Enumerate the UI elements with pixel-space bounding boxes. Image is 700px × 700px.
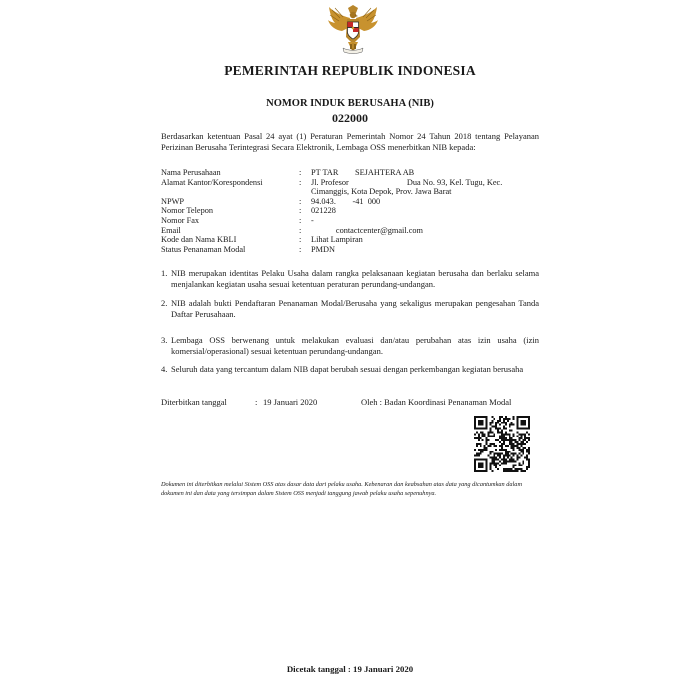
issued-date-colon: : [255, 397, 258, 407]
detail-row-address [161, 178, 541, 197]
nib-number: 022000 [332, 111, 368, 125]
detail-value: PT TAR SEJAHTERA AB [311, 168, 415, 177]
detail-colon: : [299, 177, 302, 187]
detail-label: Alamat Kantor/Korespondensi [161, 177, 263, 187]
detail-colon: : [299, 235, 302, 245]
detail-label: Email [161, 225, 181, 235]
note-text: NIB adalah bukti Pendaftaran Penanaman Modal/Berusaha yang sekaligus merupakan pengesahan Tanda Daftar Perusahaan. [171, 298, 539, 319]
note-number: 4. [161, 364, 168, 374]
document-title: NOMOR INDUK BERUSAHA (NIB) [266, 98, 434, 109]
issuer-text: Oleh : Badan Koordinasi Penanaman Modal [361, 397, 512, 407]
disclaimer-text: Dokumen ini diterbitkan melalui Sistem OSS atas dasar data dari pelaku usaha. Kebenaran dan keabsahan atas data yang dicantumkan dalam dokumen ini dan data yang tersimpan dalam Sistem OSS menjadi tanggung jawab pelaku usaha sepenuhnya. [161, 481, 522, 497]
intro-paragraph: Berdasarkan ketentuan Pasal 24 ayat (1) Peraturan Pemerintah Nomor 24 Tahun 2018 tentang Pelayanan Perizinan Berusaha Terintegrasi Secara Elektronik, Lembaga OSS menerbitkan NIB kepada: [161, 131, 539, 152]
detail-colon: : [299, 215, 302, 225]
detail-row-company-name [161, 168, 541, 178]
detail-label: Nomor Fax [161, 215, 200, 225]
detail-value: Lihat Lampiran [311, 235, 363, 245]
detail-colon: : [299, 244, 302, 254]
garuda-emblem-icon [326, 4, 380, 58]
detail-row-kbli [161, 235, 541, 245]
note-text: Lembaga OSS berwenang untuk melakukan evaluasi dan/atau perubahan atas izin usaha (izin komersial/operasional) sesuai ketentuan perundang-undangan. [171, 335, 539, 356]
detail-colon: : [299, 206, 302, 216]
detail-colon: : [299, 168, 302, 177]
detail-value: PMDN [311, 244, 335, 254]
detail-label: Status Penanaman Modal [161, 244, 246, 254]
detail-label: Nomor Telepon [161, 206, 214, 216]
note-item [161, 298, 539, 320]
detail-row-fax [161, 216, 541, 226]
note-text: NIB merupakan identitas Pelaku Usaha dalam rangka pelaksanaan kegiatan berusaha dan berlaku selama menjalankan kegiatan usaha sesuai ketentuan peraturan perundang-undangan. [171, 268, 539, 289]
detail-value: - [311, 215, 314, 225]
detail-row-npwp [161, 197, 541, 207]
detail-row-phone [161, 206, 541, 216]
detail-row-investment-status [161, 245, 541, 255]
company-details [161, 168, 541, 254]
detail-label: Nama Perusahaan [161, 168, 221, 177]
detail-value: 94.043. -41 000 [311, 196, 381, 206]
issued-date-value: 19 Januari 2020 [263, 397, 318, 407]
printed-date: Dicetak tanggal : 19 Januari 2020 [286, 664, 414, 674]
detail-label: NPWP [161, 196, 185, 206]
note-number: 1. [161, 268, 168, 278]
note-number: 2. [161, 298, 168, 308]
government-title: PEMERINTAH REPUBLIK INDONESIA [224, 63, 476, 78]
note-number: 3. [161, 335, 168, 345]
detail-colon: : [299, 225, 302, 235]
detail-label: Kode dan Nama KBLI [161, 235, 237, 245]
note-item [161, 335, 539, 357]
note-item [161, 364, 539, 375]
detail-value: 021228 [311, 206, 336, 216]
detail-value: Jl. Profesor Dua No. 93, Kel. Tugu, Kec. Cimanggis, Kota Depok, Prov. Jawa Barat [311, 177, 505, 197]
qr-code-icon [474, 416, 530, 472]
detail-colon: : [299, 196, 302, 206]
detail-row-email [161, 226, 541, 236]
detail-value: contactcenter@gmail.com [311, 225, 424, 235]
note-text: Seluruh data yang tercantum dalam NIB dapat berubah sesuai dengan perkembangan kegiatan berusaha [171, 364, 524, 374]
issued-date-label: Diterbitkan tanggal [161, 397, 227, 407]
note-item [161, 268, 539, 290]
